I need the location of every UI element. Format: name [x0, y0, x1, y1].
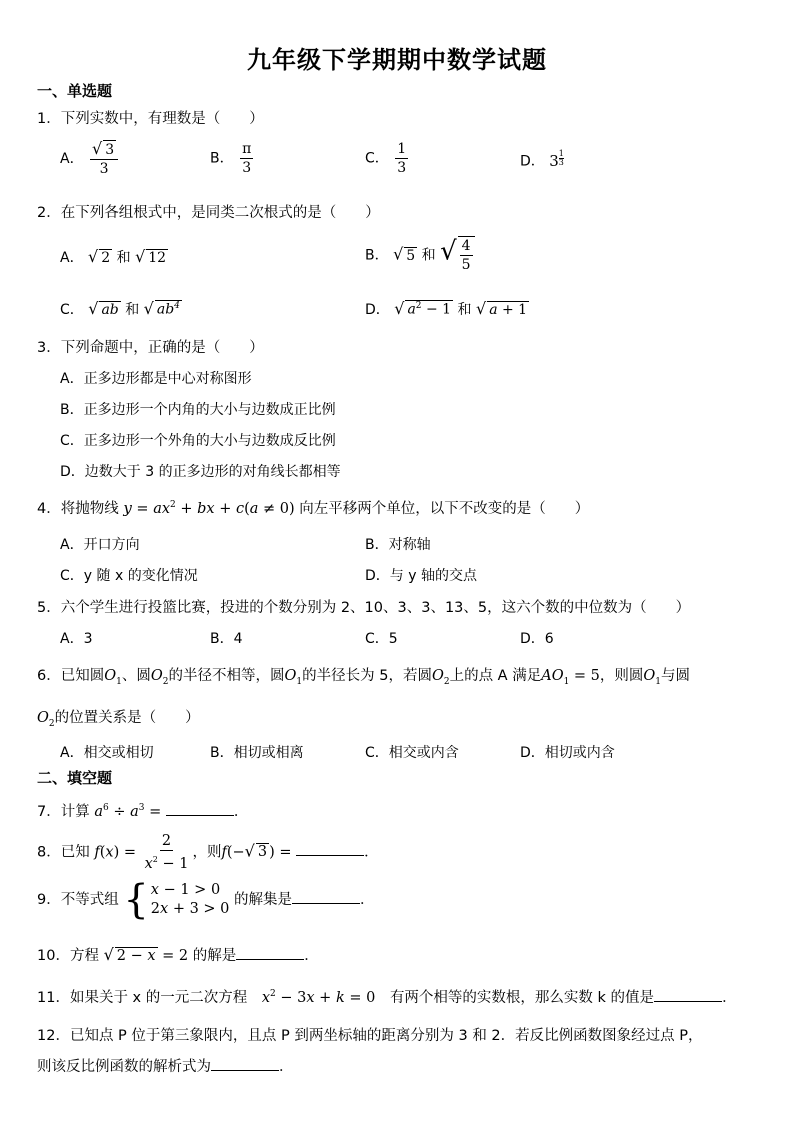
q2-option-c[interactable]: C． √ ab 和 √ $ab^4$ [60, 299, 180, 318]
q11-answer-blank[interactable] [654, 987, 722, 1002]
question-2-stem: 2．在下列各组根式中，是同类二次根式的是（ ） [37, 205, 380, 221]
q12-answer-blank[interactable] [211, 1056, 279, 1071]
question-12-line-1: 12．已知点 P 位于第三象限内，且点 P 到两坐标轴的距离分别为 3 和 2．若反比例函数图象经过点 P， [37, 1028, 703, 1044]
q6-option-b[interactable]: B．相切或相离 [210, 745, 304, 761]
page-title: 九年级下学期期中数学试题 [247, 46, 547, 74]
q4-option-d[interactable]: D．与 y 轴的交点 [365, 568, 477, 584]
q4-option-a[interactable]: A．开口方向 [60, 537, 140, 553]
q3-option-c[interactable]: C．正多边形一个外角的大小与边数成反比例 [60, 433, 336, 449]
question-7: 7．计算 $a^6 \div a^3$ = ． [37, 800, 248, 821]
q4-option-c[interactable]: C．y 随 x 的变化情况 [60, 568, 198, 584]
section-heading-single-choice: 一、单选题 [37, 82, 113, 100]
question-6-stem-line-1: 6．已知圆$O_1$、圆$O_2$的半径不相等，圆$O_1$的半径长为 5，若圆$O_2$上的点 A 满足$AO_1 = 5$，则圆$O_1$与圆 [37, 668, 691, 687]
question-9: 9．不等式组 { x − 1 > 0 2x + 3 > 0 的解集是 ． [37, 877, 375, 923]
q4-option-b[interactable]: B．对称轴 [365, 537, 431, 553]
question-12-line-2: 则该反比例函数的解析式为 ． [37, 1055, 294, 1076]
q9-inequality-system: { x − 1 > 0 2x + 3 > 0 [123, 877, 230, 923]
q1-a-fraction: $\frac{√ 3}{3}$ [90, 140, 118, 178]
q5-option-a[interactable]: A．3 [60, 631, 93, 647]
q6-option-d[interactable]: D．相切或内含 [520, 745, 615, 761]
question-10: 10．方程 √ 2 − x = 2 的解是 ． [37, 945, 319, 964]
question-6-stem-line-2: $O_2$的位置关系是（ ） [37, 710, 200, 729]
q5-option-b[interactable]: B．4 [210, 631, 243, 647]
question-3-stem: 3．下列命题中，正确的是（ ） [37, 340, 264, 356]
q3-option-b[interactable]: B．正多边形一个内角的大小与边数成正比例 [60, 402, 336, 418]
q2-option-b[interactable]: B． √ 5 和 √ $\frac{4}{5}$ [365, 236, 475, 274]
section-heading-fill-in: 二、填空题 [37, 769, 113, 787]
q1-b-fraction: $\frac{\pi}{3}$ [242, 141, 252, 176]
q2-option-a[interactable]: A． √ 2 和 √ 12 [60, 247, 167, 266]
q9-answer-blank[interactable] [292, 889, 360, 904]
q10-answer-blank[interactable] [236, 945, 304, 960]
q1-option-c[interactable]: C． $\frac{1}{3}$ [365, 141, 407, 176]
q1-option-a[interactable]: A． $\frac{√ 3}{3}$ [60, 140, 120, 178]
q7-answer-blank[interactable] [166, 801, 234, 816]
question-5-stem: 5．六个学生进行投篮比赛，投进的个数分别为 2、10、3、3、13、5，这六个数的中位数为（ ） [37, 600, 691, 616]
question-4-stem: 4．将抛物线 $y = ax^2$ + bx + c(a ≠ 0) 向左平移两个单位，以下不改变的是（ ） [37, 499, 590, 517]
q1-c-fraction: $\frac{1}{3}$ [397, 141, 407, 176]
q2-option-d[interactable]: D． √ $a^2 - 1$ 和 √ a + 1 [365, 299, 528, 318]
q1-option-d[interactable]: D． 3 $^{\frac{1}{3}}$ [520, 149, 564, 170]
q6-option-c[interactable]: C．相交或内含 [365, 745, 459, 761]
q6-option-a[interactable]: A．相交或相切 [60, 745, 154, 761]
question-1-stem: 1．下列实数中，有理数是（ ） [37, 111, 264, 127]
q8-answer-blank[interactable] [296, 841, 364, 856]
q5-option-d[interactable]: D．6 [520, 631, 554, 647]
q3-option-d[interactable]: D．边数大于 3 的正多边形的对角线长都相等 [60, 464, 341, 480]
question-8: 8．已知 f(x) = $\frac{2}{x^2 - 1}$ ，则f(−√ 3 ) = ． [37, 833, 379, 872]
question-11: 11．如果关于 x 的一元二次方程 $x^2 - 3x + k = 0$ 有两个相等的实数根，那么实数 k 的值是 ． [37, 986, 737, 1007]
q1-option-b[interactable]: B． $\frac{\pi}{3}$ [210, 141, 252, 176]
q3-option-a[interactable]: A．正多边形都是中心对称图形 [60, 371, 252, 387]
q5-option-c[interactable]: C．5 [365, 631, 398, 647]
